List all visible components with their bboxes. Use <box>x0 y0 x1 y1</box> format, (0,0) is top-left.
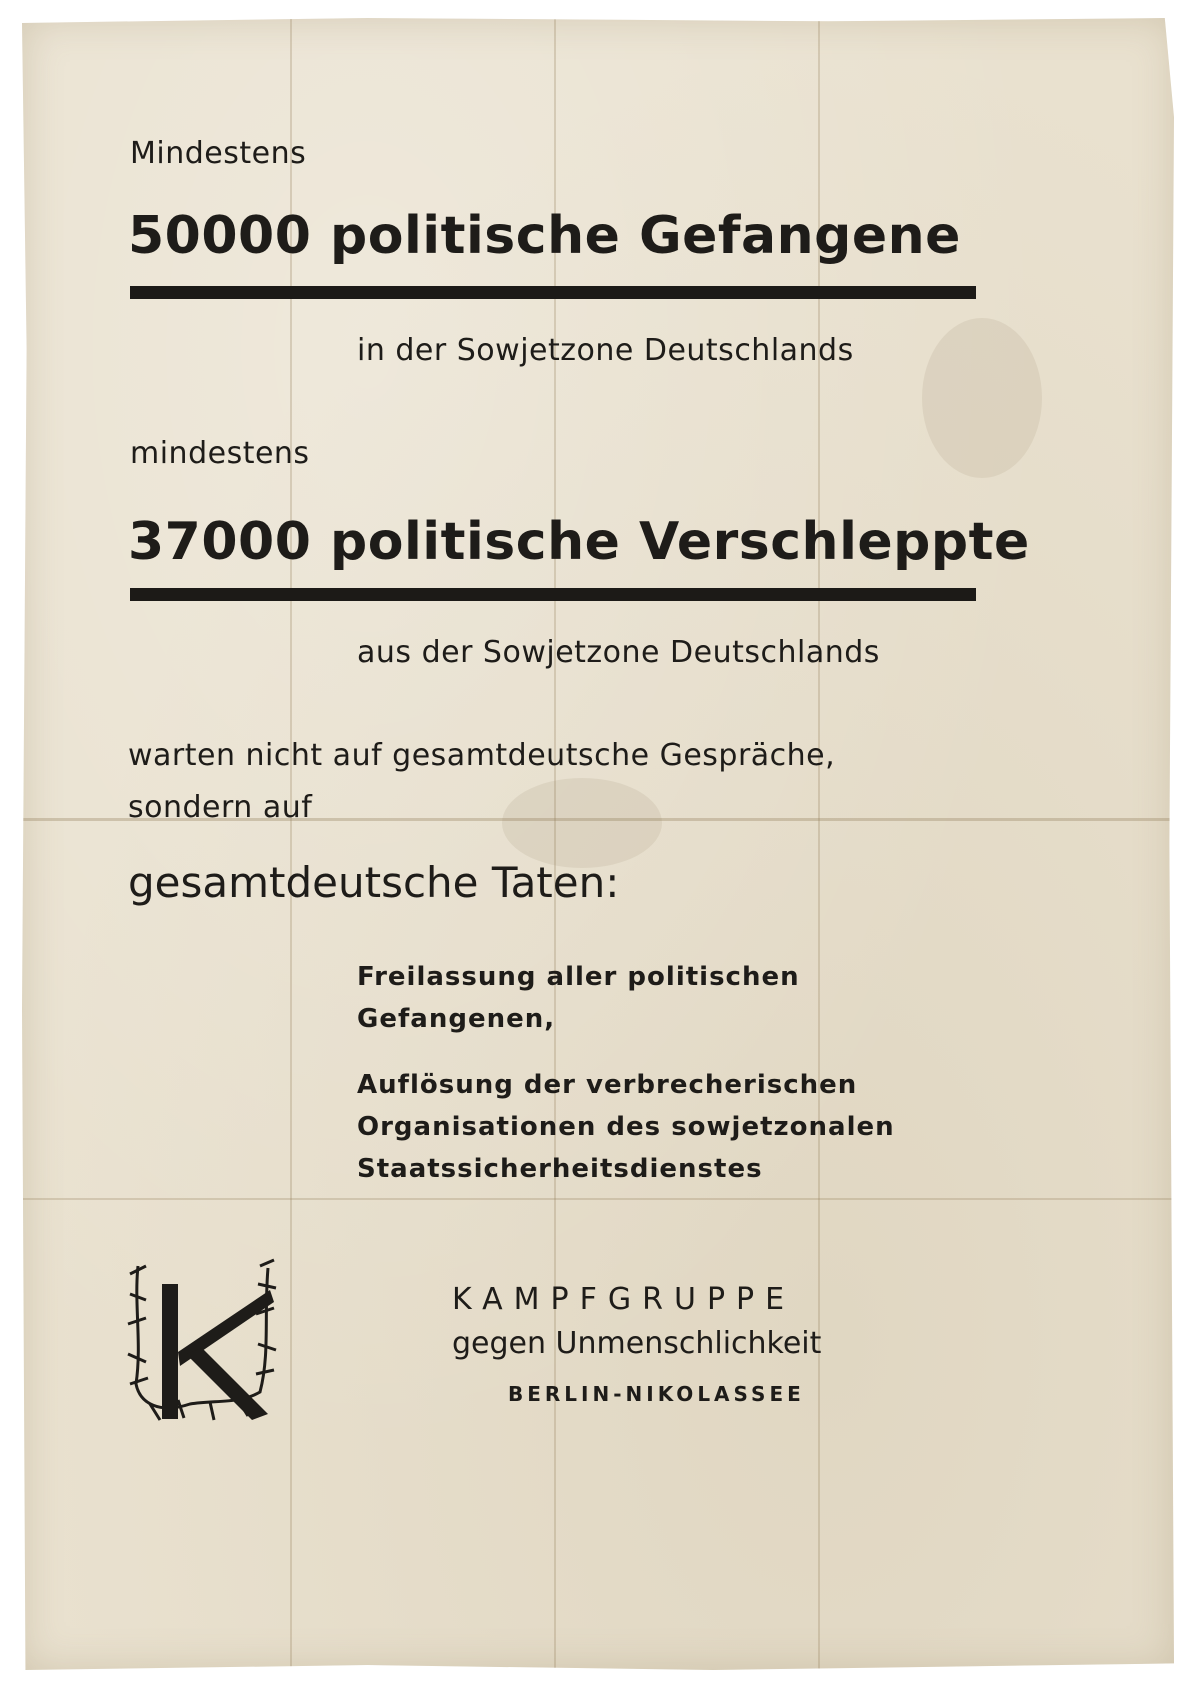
logo-letter: K <box>120 1254 121 1255</box>
org-name-kampfgruppe: KAMPFGRUPPE <box>452 1282 796 1317</box>
headline-verschleppte: 37000 politische Verschleppte <box>128 512 1030 572</box>
demand-2-line-3: Staatssicherheitsdienstes <box>357 1154 763 1184</box>
demand-1-line-1: Freilassung aller politischen <box>357 962 800 992</box>
demand-1-line-2: Gefangenen, <box>357 1004 556 1034</box>
org-location: BERLIN-NIKOLASSEE <box>508 1382 805 1406</box>
label-mindestens-1: Mindestens <box>130 136 307 171</box>
statement-emphasis: gesamtdeutsche Taten: <box>128 858 620 907</box>
statement-line-2: sondern auf <box>128 790 313 825</box>
statement-line-1: warten nicht auf gesamtdeutsche Gespräche, <box>128 738 836 773</box>
headline-underline-2 <box>130 588 976 601</box>
label-mindestens-2: mindestens <box>130 436 310 471</box>
headline-gefangene: 50000 politische Gefangene <box>128 206 961 266</box>
subline-sowjetzone-1: in der Sowjetzone Deutschlands <box>357 333 854 368</box>
paper-stain <box>922 318 1042 478</box>
barbed-wire-k-logo <box>120 1254 280 1429</box>
subline-sowjetzone-2: aus der Sowjetzone Deutschlands <box>357 635 880 670</box>
paper-fold <box>22 1198 1174 1200</box>
demand-2-line-1: Auflösung der verbrecherischen <box>357 1070 858 1100</box>
headline-underline-1 <box>130 286 976 299</box>
org-name-gegen-unmenschlichkeit: gegen Unmenschlichkeit <box>452 1326 822 1361</box>
demand-2-line-2: Organisationen des sowjetzonalen <box>357 1112 895 1142</box>
paper-stain <box>502 778 662 868</box>
